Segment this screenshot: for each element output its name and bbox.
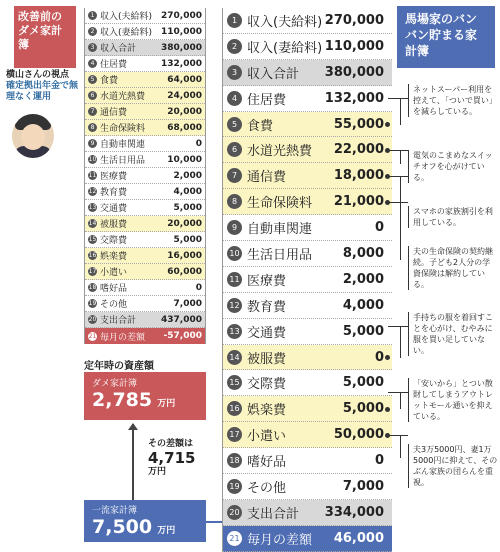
bad-budget-label: ダメ家計簿 xyxy=(92,379,138,389)
before-table-row xyxy=(85,88,205,104)
row-value: 60,000 xyxy=(167,266,202,277)
difference-callout xyxy=(148,439,195,478)
row-number-badge: 19 xyxy=(227,479,242,494)
leader-line xyxy=(400,98,401,125)
leader-line xyxy=(388,435,408,436)
row-label: 食費 xyxy=(100,76,119,86)
row-value: 55,000 xyxy=(333,116,384,132)
row-value: 5,000 xyxy=(173,234,202,245)
difference-value: 4,715 xyxy=(148,449,196,467)
row-label: 支出合計 xyxy=(100,316,137,326)
row-label: 収入(妻給料) xyxy=(247,40,323,56)
row-number-badge: 8 xyxy=(88,123,97,132)
row-number-badge: 21 xyxy=(227,531,242,546)
bad-budget-assets xyxy=(84,372,206,420)
leader-line xyxy=(400,435,401,458)
row-value: 7,000 xyxy=(342,478,384,494)
after-table-row xyxy=(223,267,392,293)
row-number-badge: 11 xyxy=(88,172,97,179)
leader-line xyxy=(388,326,408,327)
row-number-badge: 13 xyxy=(227,324,242,339)
connector-line xyxy=(206,521,222,523)
row-value: 5,000 xyxy=(342,375,384,391)
row-value: 7,000 xyxy=(173,298,202,309)
row-label: 交通費 xyxy=(247,325,287,341)
row-label: 交際費 xyxy=(247,377,287,393)
tip-note: 夫の生命保険の契約継続。子ども2人分の学資保険は解約している。 xyxy=(408,246,498,290)
row-label: 水道光熱費 xyxy=(100,92,146,102)
row-number-badge: 5 xyxy=(227,117,242,132)
row-label: 収入合計 xyxy=(247,66,300,82)
row-value: 132,000 xyxy=(324,90,384,106)
before-table-row xyxy=(85,216,205,232)
before-table-row xyxy=(85,56,205,72)
row-number-badge: 1 xyxy=(88,11,97,20)
before-table-row xyxy=(85,312,205,328)
row-label: その他 xyxy=(100,300,128,310)
row-number-badge: 16 xyxy=(227,401,242,416)
row-number-badge: 17 xyxy=(227,427,242,442)
before-table-row xyxy=(85,328,205,344)
row-value: 270,000 xyxy=(161,10,202,21)
row-value: 0 xyxy=(374,349,384,365)
row-label: 教育費 xyxy=(247,299,287,315)
row-value: 46,000 xyxy=(333,530,384,546)
before-table-row xyxy=(85,40,205,56)
row-number-badge: 17 xyxy=(88,268,97,275)
row-value: 5,000 xyxy=(342,401,384,417)
row-value: -57,000 xyxy=(163,331,202,341)
row-label: 住居費 xyxy=(247,92,287,108)
row-number-badge: 3 xyxy=(227,65,242,80)
row-label: 通信費 xyxy=(247,170,287,186)
good-budget-unit: 万円 xyxy=(157,526,176,536)
row-number-badge: 14 xyxy=(88,220,97,227)
row-number-badge: 7 xyxy=(227,168,242,183)
before-title: 改善前のダメ家計簿 xyxy=(14,6,76,68)
persona-caption xyxy=(6,70,82,103)
row-label: 娯楽費 xyxy=(100,252,128,262)
row-value: 5,000 xyxy=(342,323,384,339)
good-budget-assets xyxy=(84,500,206,542)
row-value: 110,000 xyxy=(324,38,384,54)
before-table-row xyxy=(85,152,205,168)
after-table-row xyxy=(223,60,392,86)
row-value: 0 xyxy=(374,220,384,236)
row-label: 収入(夫給料) xyxy=(247,14,323,30)
after-table-row xyxy=(223,241,392,267)
row-value: 2,000 xyxy=(342,271,384,287)
after-title: 馬場家のバンバン貯まる家計簿 xyxy=(397,6,495,68)
after-table-row xyxy=(223,448,392,474)
difference-unit: 万円 xyxy=(148,467,167,477)
row-value: 0 xyxy=(195,282,202,293)
row-label: 収入(妻給料) xyxy=(100,28,153,38)
before-table-row xyxy=(85,184,205,200)
row-value: 64,000 xyxy=(167,74,202,85)
row-number-badge: 4 xyxy=(88,59,97,68)
row-label: 水道光熱費 xyxy=(247,144,313,160)
row-value: 8,000 xyxy=(342,245,384,261)
after-table-row xyxy=(223,370,392,396)
row-label: 医療費 xyxy=(100,172,128,182)
row-value: 2,000 xyxy=(173,170,202,181)
persona-subtitle: 確定拠出年金で無理なく運用 xyxy=(6,81,79,102)
before-table-row xyxy=(85,72,205,88)
after-table-row xyxy=(223,112,392,138)
row-number-badge: 10 xyxy=(227,246,242,261)
before-table-row xyxy=(85,200,205,216)
after-budget-table xyxy=(222,8,392,552)
before-table-row xyxy=(85,264,205,280)
row-value: 50,000 xyxy=(333,427,384,443)
row-value: 380,000 xyxy=(324,64,384,80)
row-value: 22,000 xyxy=(333,142,384,158)
before-table-row xyxy=(85,24,205,40)
bad-budget-value: 2,785 xyxy=(92,389,153,411)
row-value: 21,000 xyxy=(333,194,384,210)
tip-note: 電気のこまめなスイッチオフを心がけている。 xyxy=(408,150,498,183)
leader-dot xyxy=(385,407,390,412)
row-value: 4,000 xyxy=(342,297,384,313)
leader-line xyxy=(388,98,408,99)
row-number-badge: 20 xyxy=(88,316,97,323)
row-label: 自動車関連 xyxy=(247,222,313,238)
leader-line xyxy=(388,150,408,151)
row-value: 4,000 xyxy=(173,186,202,197)
row-value: 10,000 xyxy=(167,154,202,165)
row-number-badge: 19 xyxy=(88,300,97,307)
row-label: 収入合計 xyxy=(100,44,137,54)
difference-arrow xyxy=(132,424,134,506)
leader-line xyxy=(388,392,408,393)
row-number-badge: 18 xyxy=(227,453,242,468)
after-table-row xyxy=(223,163,392,189)
row-value: 0 xyxy=(195,138,202,149)
row-label: 教育費 xyxy=(100,188,128,198)
after-table-row xyxy=(223,137,392,163)
row-number-badge: 9 xyxy=(88,139,97,148)
good-budget-value: 7,500 xyxy=(92,516,153,538)
row-number-badge: 9 xyxy=(227,220,242,235)
row-label: 食費 xyxy=(247,118,274,134)
after-table-row xyxy=(223,396,392,422)
row-number-badge: 4 xyxy=(227,91,242,106)
row-label: 嗜好品 xyxy=(247,455,287,471)
row-number-badge: 15 xyxy=(227,375,242,390)
row-label: その他 xyxy=(247,480,287,496)
row-value: 132,000 xyxy=(161,58,202,69)
row-label: 支出合計 xyxy=(247,506,300,522)
row-label: 小遣い xyxy=(100,268,128,278)
row-label: 生命保険料 xyxy=(247,196,313,212)
row-value: 20,000 xyxy=(167,218,202,229)
leader-line xyxy=(400,326,401,358)
before-table-row xyxy=(85,168,205,184)
row-label: 住居費 xyxy=(100,60,128,70)
row-number-badge: 16 xyxy=(88,252,97,259)
after-table-row xyxy=(223,215,392,241)
row-value: 0 xyxy=(374,453,384,469)
row-value: 20,000 xyxy=(167,106,202,117)
row-number-badge: 10 xyxy=(88,156,97,163)
row-number-badge: 3 xyxy=(88,43,97,52)
row-number-badge: 5 xyxy=(88,75,97,84)
persona-name: 横山さんの視点 xyxy=(6,70,70,80)
row-value: 437,000 xyxy=(161,314,202,325)
tip-note: 手持ちの服を着回すことを心がけ、むやみに服を買い足していない。 xyxy=(408,312,498,356)
row-value: 68,000 xyxy=(167,122,202,133)
after-table-row xyxy=(223,293,392,319)
after-table-row xyxy=(223,345,392,371)
row-number-badge: 13 xyxy=(88,204,97,211)
difference-label: その差額は xyxy=(148,439,194,449)
before-table-row xyxy=(85,136,205,152)
row-label: 生活日用品 xyxy=(247,247,313,263)
after-table-row xyxy=(223,86,392,112)
leader-line xyxy=(388,202,408,203)
tip-note: スマホの家族割引を利用している。 xyxy=(408,206,498,228)
row-label: 小遣い xyxy=(247,429,287,445)
row-value: 16,000 xyxy=(167,250,202,261)
after-table-row xyxy=(223,500,392,526)
before-table-row xyxy=(85,248,205,264)
row-label: 毎月の差額 xyxy=(247,532,313,548)
row-label: 被服費 xyxy=(100,220,128,230)
before-table-row xyxy=(85,104,205,120)
tip-note: 「安いから」とつい散財してしまうアウトレットモール通いを抑えている。 xyxy=(408,378,498,422)
row-number-badge: 18 xyxy=(88,284,97,291)
row-number-badge: 1 xyxy=(227,13,242,28)
leader-line xyxy=(400,392,401,409)
after-table-row xyxy=(223,319,392,345)
after-table-row xyxy=(223,34,392,60)
tip-note: ネットスーパー利用を控えて、「ついで買い」を減らしている。 xyxy=(408,84,498,117)
after-table-row xyxy=(223,422,392,448)
before-table-row xyxy=(85,232,205,248)
row-number-badge: 6 xyxy=(88,91,97,100)
row-label: 収入(夫給料) xyxy=(100,12,153,22)
leader-line xyxy=(400,202,401,260)
row-number-badge: 15 xyxy=(88,236,97,243)
leader-line xyxy=(400,150,401,164)
after-table-row xyxy=(223,8,392,34)
good-budget-label: 一流家計簿 xyxy=(92,506,138,516)
row-number-badge: 2 xyxy=(227,39,242,54)
before-table-row xyxy=(85,280,205,296)
row-value: 334,000 xyxy=(324,504,384,520)
before-budget-table xyxy=(84,8,206,344)
before-table-row xyxy=(85,296,205,312)
row-number-badge: 12 xyxy=(227,298,242,313)
after-table-row xyxy=(223,474,392,500)
row-number-badge: 14 xyxy=(227,350,242,365)
row-label: 娯楽費 xyxy=(247,403,287,419)
row-number-badge: 11 xyxy=(227,272,242,287)
row-label: 生命保険料 xyxy=(100,124,146,134)
row-label: 毎月の差額 xyxy=(100,332,146,343)
row-value: 18,000 xyxy=(333,168,384,184)
row-value: 110,000 xyxy=(161,26,202,37)
tip-note: 夫3万5000円、妻1万5000円に抑えて、そのぶん家族の団らんを重視。 xyxy=(408,444,498,488)
row-label: 交通費 xyxy=(100,204,128,214)
row-value: 380,000 xyxy=(161,42,202,53)
row-label: 生活日用品 xyxy=(100,156,146,166)
leader-line xyxy=(388,176,408,177)
retirement-assets-heading: 定年時の資産額 xyxy=(84,361,154,372)
row-label: 自動車関連 xyxy=(100,140,146,150)
row-label: 嗜好品 xyxy=(100,284,128,294)
row-label: 医療費 xyxy=(247,273,287,289)
before-table-row xyxy=(85,8,205,24)
after-table-row xyxy=(223,526,392,552)
bad-budget-unit: 万円 xyxy=(157,399,176,409)
row-number-badge: 8 xyxy=(227,194,242,209)
row-value: 5,000 xyxy=(173,202,202,213)
row-label: 交際費 xyxy=(100,236,128,246)
row-number-badge: 7 xyxy=(88,107,97,116)
row-label: 被服費 xyxy=(247,351,287,367)
row-number-badge: 12 xyxy=(88,188,97,195)
after-table-row xyxy=(223,189,392,215)
advisor-portrait xyxy=(12,114,54,158)
row-number-badge: 2 xyxy=(88,27,97,36)
row-value: 270,000 xyxy=(324,12,384,28)
row-label: 通信費 xyxy=(100,108,128,118)
row-number-badge: 20 xyxy=(227,505,242,520)
row-number-badge: 21 xyxy=(88,332,97,340)
row-value: 24,000 xyxy=(167,90,202,101)
row-number-badge: 6 xyxy=(227,142,242,157)
before-table-row xyxy=(85,120,205,136)
